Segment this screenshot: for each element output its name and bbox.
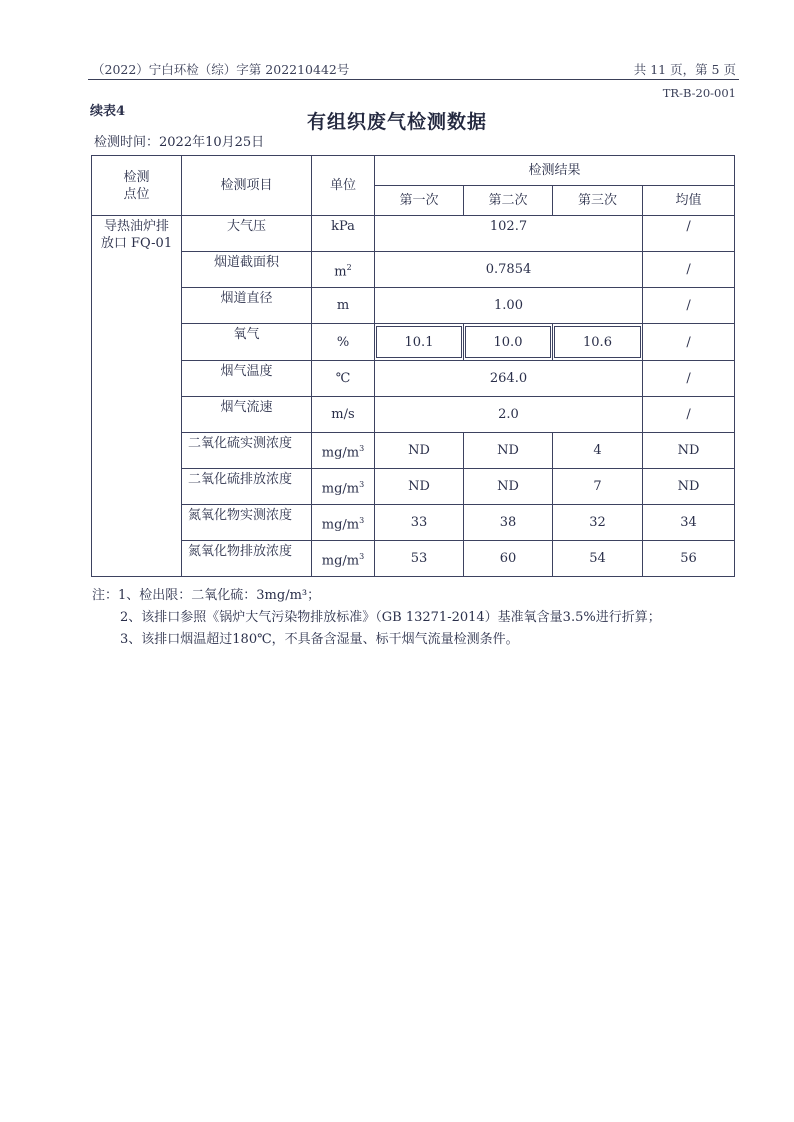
form-code: TR-B-20-001 bbox=[662, 86, 736, 100]
table-row bbox=[92, 469, 735, 505]
row-item: 烟道截面积 bbox=[182, 252, 312, 288]
test-time: 检测时间：2022年10月25日 bbox=[94, 135, 265, 150]
table-row bbox=[92, 324, 735, 361]
row-value-3: 7 bbox=[553, 469, 643, 505]
row-avg: / bbox=[643, 397, 735, 433]
row-item: 氮氧化物排放浓度 bbox=[182, 541, 312, 577]
row-unit: $mg/m^3$ bbox=[312, 541, 375, 577]
table-row bbox=[92, 541, 735, 577]
sampling-point: 导热油炉排 放口 FQ-01 bbox=[92, 216, 182, 577]
row-value-2: 10.0 bbox=[465, 326, 551, 358]
row-value-1: ND bbox=[375, 433, 464, 469]
row-value-1: 10.1 bbox=[376, 326, 462, 358]
row-unit: m/s bbox=[312, 397, 375, 433]
row-avg: / bbox=[643, 324, 735, 361]
header-second: 第二次 bbox=[464, 186, 553, 216]
report-number: （2022）宁白环检（综）字第 202210442号 bbox=[92, 62, 350, 77]
row-item: 氮氧化物实测浓度 bbox=[182, 505, 312, 541]
row-merged-value: 0.7854 bbox=[375, 252, 643, 288]
page-title: 有组织废气检测数据 bbox=[306, 111, 487, 133]
header-point: 检测 点位 bbox=[92, 156, 182, 216]
row-avg: 34 bbox=[643, 505, 735, 541]
table-row bbox=[92, 505, 735, 541]
row-avg: / bbox=[643, 288, 735, 324]
note-1: 注：1、检出限：二氧化硫：3mg/m³； bbox=[92, 588, 321, 603]
row-unit: ℃ bbox=[312, 361, 375, 397]
row-avg: / bbox=[643, 252, 735, 288]
row-value-3: 54 bbox=[553, 541, 643, 577]
row-value-3: 4 bbox=[553, 433, 643, 469]
row-merged-value: 1.00 bbox=[375, 288, 643, 324]
header-avg: 均值 bbox=[643, 186, 735, 216]
row-merged-value: 2.0 bbox=[375, 397, 643, 433]
header-item: 检测项目 bbox=[182, 156, 312, 216]
table-row bbox=[92, 397, 735, 433]
row-value-2: ND bbox=[464, 469, 553, 505]
row-unit: kPa bbox=[312, 216, 375, 252]
continued-table-label: 续表4 bbox=[90, 104, 126, 119]
header-unit: 单位 bbox=[312, 156, 375, 216]
row-value-2: ND bbox=[464, 433, 553, 469]
emission-data-table bbox=[91, 155, 735, 577]
row-merged-value: 264.0 bbox=[375, 361, 643, 397]
row-value-2: 38 bbox=[464, 505, 553, 541]
row-value-3: 32 bbox=[553, 505, 643, 541]
table-header-row bbox=[92, 156, 735, 186]
row-value-2: 60 bbox=[464, 541, 553, 577]
table-row bbox=[92, 216, 735, 252]
note-3: 3、该排口烟温超过180℃，不具备含湿量、标干烟气流量检测条件。 bbox=[120, 632, 519, 647]
row-avg: / bbox=[643, 216, 735, 252]
row-avg: 56 bbox=[643, 541, 735, 577]
row-avg: / bbox=[643, 361, 735, 397]
row-unit: $mg/m^3$ bbox=[312, 505, 375, 541]
row-unit: % bbox=[312, 324, 375, 361]
page-info: 共 11 页，第 5 页 bbox=[633, 62, 736, 77]
table-row bbox=[92, 288, 735, 324]
row-item: 二氧化硫排放浓度 bbox=[182, 469, 312, 505]
header-third: 第三次 bbox=[553, 186, 643, 216]
table-row bbox=[92, 433, 735, 469]
notes bbox=[92, 585, 661, 651]
row-item: 氧气 bbox=[182, 324, 312, 361]
row-item: 烟气流速 bbox=[182, 397, 312, 433]
row-avg: ND bbox=[643, 433, 735, 469]
note-2: 2、该排口参照《锅炉大气污染物排放标准》（GB 13271-2014）基准氧含量3.5%进行折算； bbox=[120, 610, 661, 625]
row-value-3: 10.6 bbox=[554, 326, 641, 358]
row-item: 二氧化硫实测浓度 bbox=[182, 433, 312, 469]
row-value-1: 53 bbox=[375, 541, 464, 577]
row-unit: $m^2$ bbox=[312, 252, 375, 288]
header-divider bbox=[88, 79, 739, 80]
row-avg: ND bbox=[643, 469, 735, 505]
table-row bbox=[92, 252, 735, 288]
row-item: 烟气温度 bbox=[182, 361, 312, 397]
row-value-1: ND bbox=[375, 469, 464, 505]
header-first: 第一次 bbox=[375, 186, 464, 216]
header-results: 检测结果 bbox=[375, 156, 735, 186]
table-row bbox=[92, 361, 735, 397]
row-unit: $mg/m^3$ bbox=[312, 433, 375, 469]
row-item: 大气压 bbox=[182, 216, 312, 252]
row-merged-value: 102.7 bbox=[375, 216, 643, 252]
row-unit: m bbox=[312, 288, 375, 324]
row-unit: $mg/m^3$ bbox=[312, 469, 375, 505]
row-item: 烟道直径 bbox=[182, 288, 312, 324]
row-value-1: 33 bbox=[375, 505, 464, 541]
